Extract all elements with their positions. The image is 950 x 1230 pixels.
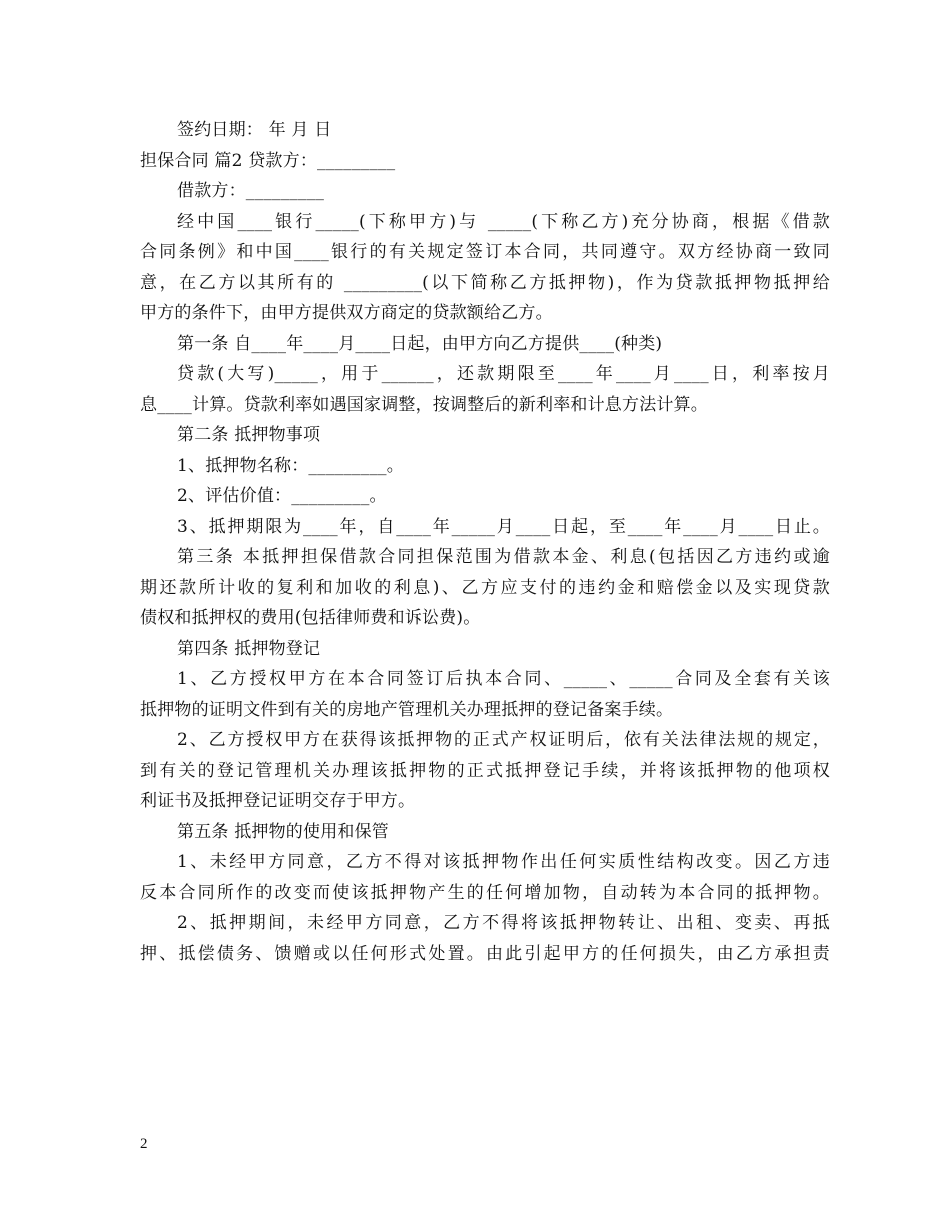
text-line: 经中国____银行_____(下称甲方)与 _____(下称乙方)充分协商，根据《借款 xyxy=(177,211,830,232)
text-line: 借款方：_________ xyxy=(177,181,325,201)
text-line: 到有关的登记管理机关办理该抵押物的正式抵押登记手续，并将该抵押物的他项权 xyxy=(140,760,830,781)
text-line: 1、抵押物名称：_________。 xyxy=(177,455,404,476)
text-line: 第四条 抵押物登记 xyxy=(177,638,321,659)
text-line: 1、未经甲方同意，乙方不得对该抵押物作出任何实质性结构改变。因乙方违 xyxy=(177,852,830,872)
text-line: 2、评估价值：_________。 xyxy=(177,486,387,506)
text-line: 2、乙方授权甲方在获得该抵押物的正式产权证明后，依有关法律法规的规定， xyxy=(177,730,830,750)
text-line: 2、抵押期间，未经甲方同意，乙方不得将该抵押物转让、出租、变卖、再抵 xyxy=(177,913,830,933)
text-line: 抵押物的证明文件到有关的房地产管理机关办理抵押的登记备案手续。 xyxy=(140,699,674,720)
text-line: 债权和抵押权的费用(包括律师费和诉讼费)。 xyxy=(140,608,481,628)
document-body xyxy=(140,115,830,969)
text-line: 息____计算。贷款利率如遇国家调整，按调整后的新利率和计息方法计算。 xyxy=(140,394,708,415)
text-line: 第五条 抵押物的使用和保管 xyxy=(177,821,390,842)
text-line: 期还款所计收的复利和加收的利息)、乙方应支付的违约金和赔偿金以及实现贷款 xyxy=(140,577,830,598)
text-line: 合同条例》和中国____银行的有关规定签订本合同，共同遵守。双方经协商一致同 xyxy=(140,242,830,262)
text-line: 甲方的条件下，由甲方提供双方商定的贷款额给乙方。 xyxy=(140,303,553,323)
text-line: 第一条 自____年____月____日起，由甲方向乙方提供____(种类) xyxy=(177,333,663,354)
text-line: 意，在乙方以其所有的 _________(以下简称乙方抵押物)，作为贷款抵押物抵押给 xyxy=(140,272,830,293)
text-line: 第二条 抵押物事项 xyxy=(177,425,321,445)
text-line: 第三条 本抵押担保借款合同担保范围为借款本金、利息(包括因乙方违约或逾 xyxy=(177,547,830,567)
text-line: 3、抵押期限为____年，自____年_____月____日起，至____年____月____日止。 xyxy=(177,516,830,537)
text-line: 担保合同 篇2 贷款方：_________ xyxy=(140,150,396,171)
text-line: 1、乙方授权甲方在本合同签订后执本合同、_____、_____合同及全套有关该 xyxy=(177,669,830,689)
page-number: 2 xyxy=(140,1136,148,1152)
text-line: 押、抵偿债务、馈赠或以任何形式处置。由此引起甲方的任何损失，由乙方承担责 xyxy=(140,943,830,964)
text-line: 利证书及抵押登记证明交存于甲方。 xyxy=(140,791,416,811)
text-line: 反本合同所作的改变而使该抵押物产生的任何增加物，自动转为本合同的抵押物。 xyxy=(140,882,830,903)
text-line: 贷款(大写)_____，用于______，还款期限至____年____月____日，利率按月 xyxy=(177,364,830,384)
text-line: 签约日期： 年 月 日 xyxy=(177,120,332,140)
